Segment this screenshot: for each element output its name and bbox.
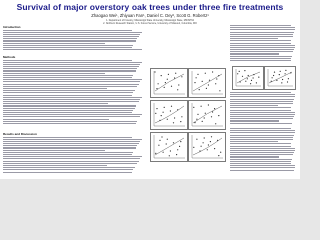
plot-point	[197, 114, 198, 115]
plot-point	[216, 78, 217, 79]
text-line	[3, 84, 139, 85]
text-line	[230, 32, 294, 33]
plot-point	[163, 112, 164, 113]
text-line	[3, 139, 142, 140]
text-line	[3, 99, 140, 100]
plot-point	[165, 82, 166, 83]
text-line	[230, 99, 294, 100]
plot-point	[274, 72, 275, 73]
plot-point	[166, 143, 167, 144]
plot-point	[176, 154, 177, 155]
plot-curve	[193, 106, 222, 123]
right-text-block-middle	[230, 92, 296, 125]
text-line	[230, 38, 278, 39]
plot-point	[218, 155, 219, 156]
plot-point	[212, 71, 213, 72]
text-line	[230, 45, 295, 46]
plot-point	[159, 140, 160, 141]
plot-point	[156, 108, 157, 109]
text-line	[230, 34, 293, 35]
text-line	[230, 53, 279, 54]
plot-point	[282, 79, 283, 80]
plot-point	[211, 116, 212, 117]
plot-point	[218, 115, 219, 116]
text-line	[3, 101, 139, 102]
plot-point	[247, 78, 248, 79]
text-line	[3, 68, 137, 69]
text-line	[230, 130, 295, 131]
plot-point	[204, 117, 205, 118]
text-line	[230, 56, 292, 57]
text-line	[230, 51, 293, 52]
plot-point	[205, 73, 206, 74]
text-line	[230, 132, 295, 133]
text-line	[3, 30, 132, 31]
plot-point	[207, 149, 208, 150]
text-line	[3, 141, 140, 142]
plot-point	[167, 139, 168, 140]
text-line	[3, 150, 105, 151]
plot-1	[150, 68, 188, 98]
text-line	[3, 152, 133, 153]
text-line	[3, 34, 140, 35]
text-line	[3, 154, 132, 155]
text-line	[3, 108, 135, 109]
text-line	[230, 163, 291, 164]
text-line	[3, 95, 132, 96]
plot-point	[205, 113, 206, 114]
text-line	[3, 165, 107, 166]
text-line	[230, 135, 294, 136]
plot-canvas	[151, 69, 187, 97]
text-line	[3, 169, 133, 170]
text-line	[3, 73, 105, 74]
text-line	[3, 60, 132, 61]
plot-point	[279, 74, 280, 75]
text-line	[230, 139, 293, 140]
plot-point	[201, 106, 202, 107]
plot-point	[208, 104, 209, 105]
plot-point	[155, 113, 156, 114]
text-line	[3, 43, 105, 44]
text-line	[230, 36, 293, 37]
text-line	[3, 110, 133, 111]
right-text-block-bottom	[230, 128, 296, 172]
text-line	[3, 38, 137, 39]
text-line	[230, 94, 295, 95]
text-line	[230, 148, 295, 149]
plot-canvas	[189, 101, 225, 129]
plot-point	[161, 75, 162, 76]
plot-7	[232, 66, 264, 90]
plot-point	[155, 153, 156, 154]
plot-point	[272, 77, 273, 78]
plot-2	[188, 68, 226, 98]
text-line	[3, 77, 132, 78]
text-line	[230, 103, 293, 104]
plot-point	[174, 117, 175, 118]
plot-point	[214, 148, 215, 149]
text-line	[3, 36, 139, 37]
plot-point	[164, 87, 165, 88]
poster-title: Survival of major overstory oak trees under three fire treatments	[16, 2, 284, 12]
text-line	[230, 43, 291, 44]
right-text-block-top	[230, 25, 296, 62]
plot-point	[194, 122, 195, 123]
plot-point	[273, 75, 274, 76]
plot-point	[285, 70, 286, 71]
plot-axes	[192, 135, 223, 158]
text-line	[3, 62, 142, 63]
text-line	[3, 116, 140, 117]
text-line	[230, 25, 291, 26]
plot-curve	[155, 106, 184, 123]
text-line	[3, 90, 135, 91]
plot-axes	[192, 103, 223, 126]
plot-point	[210, 141, 211, 142]
text-line	[3, 70, 136, 71]
introduction-heading: Introduction	[3, 25, 21, 29]
text-line	[230, 105, 278, 106]
text-line	[3, 40, 136, 41]
plot-point	[164, 107, 165, 108]
plot-point	[161, 136, 162, 137]
plot-point	[204, 137, 205, 138]
plot-point	[177, 149, 178, 150]
text-line	[230, 58, 291, 59]
plot-point	[285, 73, 286, 74]
text-line	[230, 47, 295, 48]
text-line	[230, 143, 291, 144]
plot-point	[220, 152, 221, 153]
plot-point	[180, 141, 181, 142]
text-line	[3, 32, 142, 33]
text-line	[230, 150, 295, 151]
plot-point	[202, 121, 203, 122]
plot-point	[167, 119, 168, 120]
text-line	[230, 118, 293, 119]
poster-affiliation-1: 1. Department of Forestry, Mississippi State University, Mississippi State, MS39762	[106, 19, 194, 22]
results-text-block	[3, 137, 143, 174]
plot-point	[201, 146, 202, 147]
plot-point	[173, 142, 174, 143]
text-line	[3, 147, 136, 148]
text-line	[230, 154, 293, 155]
plot-canvas	[233, 67, 263, 89]
plot-point	[219, 90, 220, 91]
plot-point	[154, 71, 155, 72]
plot-point	[171, 86, 172, 87]
plot-3	[150, 100, 188, 130]
text-line	[3, 167, 135, 168]
text-line	[230, 29, 295, 30]
plot-point	[202, 81, 203, 82]
plot-canvas	[189, 133, 225, 161]
plot-canvas	[151, 101, 187, 129]
plot-point	[245, 81, 246, 82]
plot-point	[196, 119, 197, 120]
plot-point	[288, 78, 289, 79]
text-line	[3, 97, 142, 98]
text-line	[3, 81, 140, 82]
text-line	[230, 112, 295, 113]
text-line	[230, 167, 295, 168]
plot-point	[211, 136, 212, 137]
text-line	[3, 103, 108, 104]
text-line	[3, 161, 139, 162]
text-line	[230, 159, 292, 160]
plot-point	[156, 88, 157, 89]
text-line	[3, 75, 133, 76]
text-line	[3, 145, 137, 146]
plot-point	[161, 115, 162, 116]
poster-affiliation-2: 2. Northern Research Station, U.S. Forest Service, University of Missouri, Columbia, MO	[103, 22, 197, 25]
text-line	[3, 66, 139, 67]
plot-point	[168, 74, 169, 75]
text-line	[3, 49, 142, 50]
text-line	[230, 120, 279, 121]
text-line	[230, 114, 295, 115]
plot-point	[280, 71, 281, 72]
methods-heading: Methods	[3, 55, 16, 59]
text-line	[3, 172, 132, 173]
plot-curve	[237, 72, 260, 83]
plot-point	[212, 111, 213, 112]
plot-point	[179, 146, 180, 147]
plot-point	[242, 76, 243, 77]
text-line	[230, 116, 294, 117]
plot-4	[188, 100, 226, 130]
plot-axes	[154, 71, 185, 94]
plot-point	[180, 121, 181, 122]
plot-point	[239, 71, 240, 72]
plot-point	[251, 80, 252, 81]
plot-point	[248, 75, 249, 76]
text-line	[3, 123, 136, 124]
plot-point	[171, 106, 172, 107]
plot-point	[181, 116, 182, 117]
plot-point	[203, 142, 204, 143]
text-line	[3, 105, 136, 106]
text-line	[230, 92, 291, 93]
text-line	[3, 121, 137, 122]
plot-point	[215, 83, 216, 84]
plot-point	[196, 139, 197, 140]
plot-point	[158, 83, 159, 84]
plot-point	[253, 77, 254, 78]
plot-point	[214, 108, 215, 109]
plot-point	[196, 77, 197, 78]
plot-point	[170, 110, 171, 111]
text-line	[3, 156, 142, 157]
plot-point	[175, 73, 176, 74]
text-line	[230, 101, 293, 102]
plot-point	[197, 74, 198, 75]
plot-point	[167, 79, 168, 80]
text-line	[230, 49, 294, 50]
methods-text-block	[3, 60, 143, 126]
text-line	[3, 163, 137, 164]
text-line	[3, 158, 140, 159]
plot-point	[256, 82, 257, 83]
text-line	[3, 143, 139, 144]
plot-point	[250, 83, 251, 84]
text-line	[230, 107, 291, 108]
plot-point	[173, 122, 174, 123]
text-line	[230, 152, 294, 153]
text-line	[230, 123, 292, 124]
text-line	[3, 119, 109, 120]
text-line	[230, 110, 291, 111]
plot-point	[193, 107, 194, 108]
text-line	[3, 114, 142, 115]
text-line	[3, 47, 132, 48]
plot-point	[163, 152, 164, 153]
text-line	[3, 45, 133, 46]
text-line	[230, 156, 279, 157]
text-line	[230, 141, 278, 142]
plot-point	[181, 76, 182, 77]
plot-point	[206, 88, 207, 89]
plot-point	[209, 80, 210, 81]
text-line	[230, 146, 291, 147]
text-line	[3, 88, 107, 89]
plot-point	[287, 81, 288, 82]
plot-curve	[193, 74, 222, 91]
plot-5	[150, 132, 188, 162]
plot-point	[281, 82, 282, 83]
plot-point	[199, 89, 200, 90]
plot-point	[178, 84, 179, 85]
plot-curve	[155, 74, 184, 91]
plot-point	[170, 150, 171, 151]
plot-8	[264, 66, 296, 90]
text-line	[3, 79, 142, 80]
text-line	[230, 161, 291, 162]
plot-point	[158, 145, 159, 146]
text-line	[230, 128, 291, 129]
text-line	[3, 112, 132, 113]
plot-point	[276, 80, 277, 81]
poster-authors: Zhaogao Wei¹, Zhiyuan Fan¹, Daniel C. Dey², Scott G. Robertz¹	[91, 13, 209, 18]
plot-canvas	[265, 67, 295, 89]
plot-point	[177, 89, 178, 90]
text-line	[3, 64, 140, 65]
plot-canvas	[189, 69, 225, 97]
plot-axes	[154, 103, 185, 126]
plot-point	[208, 144, 209, 145]
plot-6	[188, 132, 226, 162]
plot-point	[244, 70, 245, 71]
plot-canvas	[151, 133, 187, 161]
plot-point	[193, 147, 194, 148]
text-line	[230, 27, 295, 28]
text-line	[230, 165, 295, 166]
plot-point	[258, 77, 259, 78]
plot-point	[215, 123, 216, 124]
plot-point	[237, 73, 238, 74]
plot-point	[208, 84, 209, 85]
plot-point	[169, 155, 170, 156]
text-line	[230, 40, 291, 41]
text-line	[230, 60, 291, 61]
text-line	[230, 170, 294, 171]
text-line	[3, 86, 137, 87]
results-heading: Results and Discussion	[3, 132, 37, 136]
text-line	[230, 137, 293, 138]
text-line	[230, 96, 295, 97]
text-line	[3, 92, 133, 93]
plot-point	[194, 82, 195, 83]
text-line	[3, 137, 132, 138]
introduction-text-block	[3, 30, 143, 52]
